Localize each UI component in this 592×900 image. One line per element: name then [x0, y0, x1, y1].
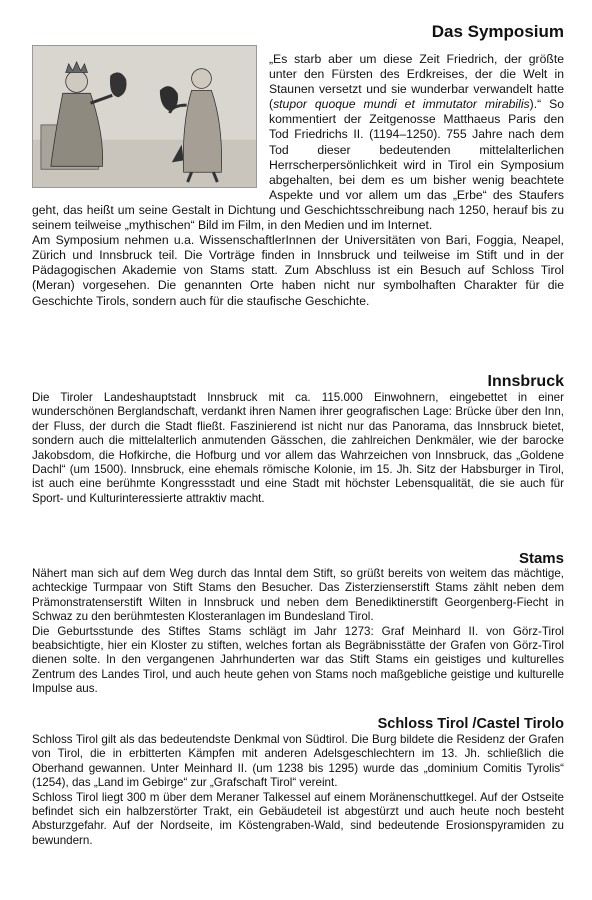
paragraph-symposium-2: Am Symposium nehmen u.a. WissenschaftlerInnen der Universitäten von Bari, Foggia, Neapel, Zürich und Innsbruck teil. Die Vorträge finden in Innsbruck und teilweise im Stift und in der Pädagogischen Akademie von Stams statt. Zum Abschluss ist ein Besuch auf Schloss Tirol (Meran) vorgesehen. Die genannten Orte haben nicht nur symbolhaften Charakter für die Geschichte Tirols, sondern auch für die staufische Geschichte.	[32, 233, 564, 308]
paragraph-stams-2: Die Geburtsstunde des Stiftes Stams schlägt im Jahr 1273: Graf Meinhard II. von Görz-Tirol beabsichtigte, hier ein Kloster zu stiften, welches fortan als Begräbnisstätte der Grafen von Görz-Tirol dienen solte. In den vergangenen Jahrhunderten war das Stift Stams ein geistiges und kulturelles Zentrum des Landes Tirol, und auch heute gehen von Stams noch maßgebliche geistige und kulturelle Impulse aus.	[32, 624, 564, 696]
section-stams	[32, 550, 564, 697]
heading-stams: Stams	[518, 550, 564, 567]
heading-symposium: Das Symposium	[431, 22, 564, 41]
section-innsbruck	[32, 373, 564, 506]
heading-innsbruck: Innsbruck	[487, 373, 564, 390]
section-schloss-tirol	[32, 716, 564, 848]
section-symposium	[32, 22, 564, 309]
paragraph-symposium-1: „Es starb aber um diese Zeit Friedrich, der größte unter den Fürsten des Erdkreises, der die Welt in Staunen versetzt und sie wunderbar verwandelt hatte (stupor quoque mundi et immutator mirabilis).“ So kommentiert der Zeitgenosse Matthaeus Paris den Tod Friedrichs II. (1194–1250). 755 Jahre nach dem Tod dieser bedeutenden mittelalterlichen Herrscherpersönlichkeit wird in Tirol ein Symposium abgehalten, bei dem es um bisher wenig beachtete Aspekte und vor allem um das „Erbe“ des Staufers geht, das heißt um seine Gestalt in Dichtung und Geschichtsschreibung nach 1250, herauf bis zu seinem teilweise „mythischen“ Bild im Film, in den Medien und im Internet.	[32, 52, 565, 233]
paragraph-tirol-1: Schloss Tirol gilt als das bedeutendste Denkmal von Südtirol. Die Burg bildete die Residenz der Grafen von Tirol, die in erbitterten Kämpfen mit anderen Adelsgeschlechtern im 13. Jh. schließlich die Oberhand gewannen. Unter Meinhard II. (um 1238 bis 1295) wurde das „dominium Comitis Tyrolis“ (1254), das „Land im Gebirge“ zur „Grafschaft Tirol“ vereint.	[32, 733, 564, 790]
medieval-illustration-image	[32, 45, 257, 188]
paragraph-tirol-2: Schloss Tirol liegt 300 m über dem Meraner Talkessel auf einem Moränenschuttkegel. Auf der Ostseite befindet sich ein halbzerstörter Trakt, ein Gebäudeteil ist abgestürzt und auch heute noch besteht Absturzgefahr. Auf der Nordseite, im Köstengraben-Wald, sind bedeutende Erosionspyramiden zu bewundern.	[32, 790, 564, 847]
paragraph-innsbruck: Die Tiroler Landeshauptstadt Innsbruck mit ca. 115.000 Einwohnern, eingebettet in einer wunderschönen Berglandschaft, verdankt ihren Namen ihrer geografischen Lage: Brücke über den Inn, der Fluss, der durch die Stadt fließt. Faszinierend ist nicht nur das Panorama, das Innsbruck bietet, sondern auch die mittelalterlich anmutenden Gässchen, die zahlreichen Denkmäler, wie der barocke Jakobsdom, die Hofkirche, die Hofburg und vor allem das Wahrzeichen von Innsbruck, das „Goldene Dachl“ (um 1500). Innsbruck, eine ehemals römische Kolonie, im 15. Jh. Sitz der Habsburger in Tirol, ist auch eine berühmte Kongressstadt und eine Stadt mit höchster Lebensqualität, die sie auch für Sport- und Kulturinteressierte attraktiv macht.	[32, 391, 564, 505]
heading-schloss-tirol: Schloss Tirol /Castel Tirolo	[377, 716, 564, 732]
paragraph-stams-1: Nähert man sich auf dem Weg durch das Inntal dem Stift, so grüßt bereits von weitem das mächtige, achteckige Turmpaar von Stift Stams den Besucher. Das Zisterzienserstift Stams zählt neben dem Prämonstratenserstift Wilten in Innsbruck und neben dem Benediktinerstift Georgenberg-Fiecht in Schwaz zu den berühmtesten Klosteranlagen im Bundesland Tirol.	[32, 567, 564, 624]
